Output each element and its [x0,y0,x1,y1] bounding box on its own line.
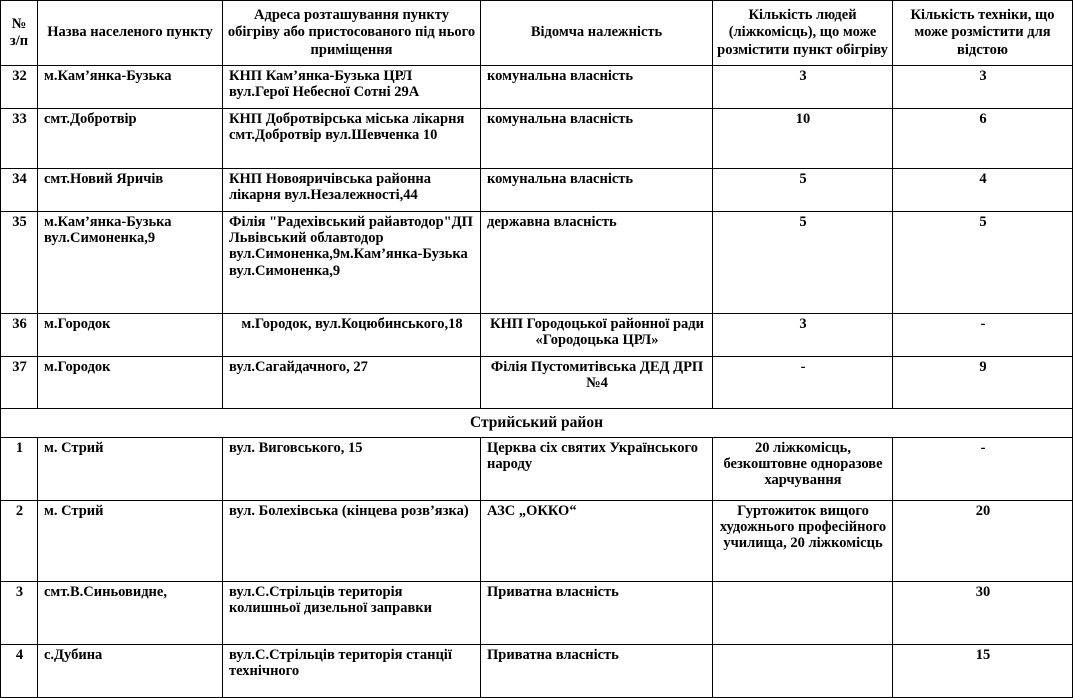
table-row [1,109,1073,169]
cell-department: Приватна власність [481,582,713,645]
cell-address: КНП Добротвірська міська лікарня смт.Добротвір вул.Шевченка 10 [223,109,481,169]
cell-settlement: м. Стрий [38,438,223,501]
cell-vehicle-capacity: 20 [893,501,1073,582]
cell-people-capacity: 3 [713,314,893,357]
cell-vehicle-capacity: 15 [893,645,1073,698]
cell-address: Філія "Радехівський райавтодор"ДП Львівський облавтодор вул.Симоненка,9м.Кам’янка-Бузька вул.Симоненка,9 [223,212,481,314]
row-number: 34 [1,169,38,212]
cell-address: вул.С.Стрільців територія колишньої дизельної заправки [223,582,481,645]
table-header-row [1,1,1073,66]
cell-department: Церква сіх святих Українського народу [481,438,713,501]
table-row [1,314,1073,357]
cell-settlement: м.Кам’янка-Бузька вул.Симоненка,9 [38,212,223,314]
cell-vehicle-capacity: - [893,438,1073,501]
cell-department: комунальна власність [481,66,713,109]
cell-settlement: смт.Новий Яричів [38,169,223,212]
table-row [1,212,1073,314]
cell-people-capacity [713,645,893,698]
cell-people-capacity: Гуртожиток вищого художнього професійного училища, 20 ліжкомісць [713,501,893,582]
row-number: 37 [1,357,38,409]
column-header-people-capacity: Кількість людей (ліжкомісць), що може розмістити пункт обігріву [713,1,893,66]
row-number: 2 [1,501,38,582]
section-title: Стрийський район [1,409,1073,438]
cell-address: м.Городок, вул.Коцюбинського,18 [223,314,481,357]
cell-department: комунальна власність [481,109,713,169]
column-header-vehicle-capacity: Кількість техніки, що може розмістити для відстою [893,1,1073,66]
column-header-number-line2: з/п [9,33,29,49]
row-number: 4 [1,645,38,698]
cell-department: КНП Городоцької районної ради «Городоцька ЦРЛ» [481,314,713,357]
column-header-settlement: Назва населеного пункту [38,1,223,66]
table-row [1,438,1073,501]
cell-people-capacity [713,582,893,645]
cell-people-capacity: 3 [713,66,893,109]
cell-settlement: смт.Добротвір [38,109,223,169]
cell-address: вул.Сагайдачного, 27 [223,357,481,409]
cell-settlement: смт.В.Синьовидне, [38,582,223,645]
cell-department: АЗС „ОККО“ [481,501,713,582]
cell-address: вул. Болехівська (кінцева розв’язка) [223,501,481,582]
cell-department: комунальна власність [481,169,713,212]
row-number: 33 [1,109,38,169]
column-header-department: Відомча належність [481,1,713,66]
cell-department: державна власність [481,212,713,314]
cell-address: КНП Кам’янка-Бузька ЦРЛ вул.Герої Небесної Сотні 29А [223,66,481,109]
cell-people-capacity: 10 [713,109,893,169]
table-row [1,169,1073,212]
cell-people-capacity: 5 [713,169,893,212]
cell-address: вул. Виговського, 15 [223,438,481,501]
cell-people-capacity: 20 ліжкомісць, безкоштовне одноразове харчування [713,438,893,501]
column-header-number [1,1,38,66]
cell-department: Приватна власність [481,645,713,698]
cell-vehicle-capacity: 9 [893,357,1073,409]
column-header-number-line1: № [11,15,27,32]
table-row [1,66,1073,109]
cell-vehicle-capacity: 4 [893,169,1073,212]
cell-vehicle-capacity: - [893,314,1073,357]
row-number: 35 [1,212,38,314]
row-number: 3 [1,582,38,645]
table-row [1,582,1073,645]
cell-vehicle-capacity: 30 [893,582,1073,645]
cell-address: вул.С.Стрільців територія станції технічного [223,645,481,698]
cell-department: Філія Пустомитівська ДЕД ДРП №4 [481,357,713,409]
section-header-row [1,409,1073,438]
cell-settlement: м.Городок [38,314,223,357]
table-body [1,1,1073,698]
cell-vehicle-capacity: 6 [893,109,1073,169]
cell-vehicle-capacity: 3 [893,66,1073,109]
row-number: 36 [1,314,38,357]
row-number: 32 [1,66,38,109]
cell-settlement: м.Городок [38,357,223,409]
row-number: 1 [1,438,38,501]
table-row [1,501,1073,582]
cell-settlement: м.Кам’янка-Бузька [38,66,223,109]
cell-people-capacity: - [713,357,893,409]
cell-settlement: м. Стрий [38,501,223,582]
table-row [1,645,1073,698]
cell-settlement: с.Дубина [38,645,223,698]
cell-vehicle-capacity: 5 [893,212,1073,314]
table-row [1,357,1073,409]
column-header-address: Адреса розташування пункту обігріву або пристосованого під нього приміщення [223,1,481,66]
cell-address: КНП Новояричівська районна лікарня вул.Незалежності,44 [223,169,481,212]
cell-people-capacity: 5 [713,212,893,314]
